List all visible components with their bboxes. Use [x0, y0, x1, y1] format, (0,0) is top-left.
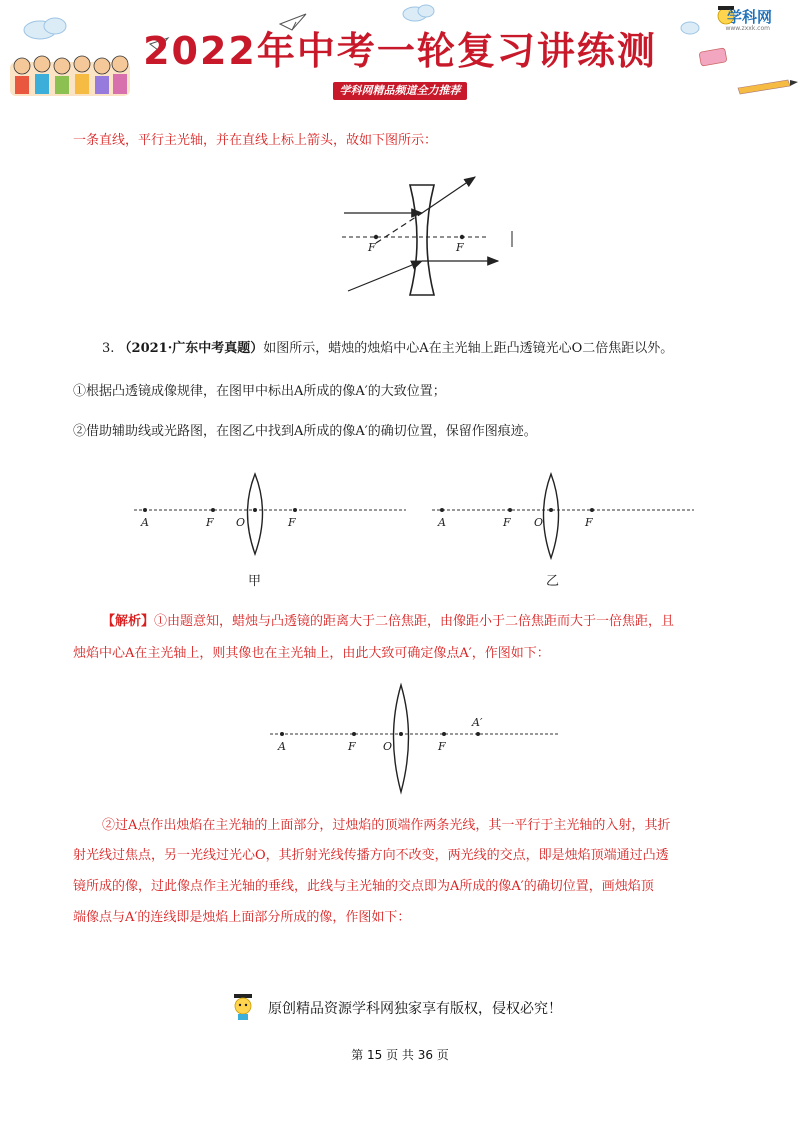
label-o: O	[534, 516, 544, 529]
label-a: A	[278, 740, 286, 753]
label-a: A	[438, 516, 446, 529]
focus-point	[460, 235, 464, 239]
header-banner: 学科网精品频道全力推荐	[333, 82, 467, 100]
page-title: 2022年中考一轮复习讲练测	[143, 29, 657, 73]
focus-point	[374, 235, 378, 239]
cloud-icon	[403, 5, 434, 21]
label-o: O	[383, 740, 393, 753]
page-number: 第 15 页 共 36 页	[351, 1048, 449, 1062]
question-part-1: ①根据凸透镜成像规律，在图甲中标出A所成的像A′的大致位置；	[73, 384, 446, 399]
analysis-p2-line4: 端像点与A′的连线即是烛焰上面部分所成的像，作图如下：	[73, 910, 411, 925]
convex-lens	[248, 474, 263, 554]
question-text: 如图所示，蜡烛的烛焰中心A在主光轴上距凸透镜光心O二倍焦距以外。	[263, 341, 674, 356]
concave-lens-figure	[330, 165, 520, 305]
analysis-p1-line2: 烛焰中心A在主光轴上，则其像也在主光轴上，由此大致可确定像点A′，作图如下：	[73, 646, 550, 661]
image-point	[476, 732, 480, 736]
convex-lens	[544, 474, 559, 558]
point-a	[440, 508, 444, 512]
kids-illustration-icon	[10, 56, 130, 96]
optical-center	[549, 508, 553, 512]
label-a: A	[141, 516, 149, 529]
focus-point	[293, 508, 297, 512]
convex-lens	[394, 685, 409, 792]
focus-label: F	[456, 241, 464, 254]
point-a	[280, 732, 284, 736]
cloud-icon	[24, 18, 66, 39]
focus-point	[508, 508, 512, 512]
focus-point	[352, 732, 356, 736]
focus-point	[442, 732, 446, 736]
label-o: O	[236, 516, 246, 529]
answer-figure-1	[266, 680, 566, 800]
question-source: （2021·广东中考真题）	[118, 341, 264, 356]
analysis-p2-line3: 镜所成的像，过此像点作主光轴的垂线，此线与主光轴的交点即为A所成的像A′的确切位置，画烛焰顶	[73, 879, 654, 894]
analysis-tag: 【解析】	[102, 614, 155, 629]
question-part-2: ②借助辅助线或光路图，在图乙中找到A所成的像A′的确切位置，保留作图痕迹。	[73, 424, 537, 439]
optical-center	[253, 508, 257, 512]
label-a-prime: A′	[472, 716, 483, 729]
analysis-p2-line2: 射光线过焦点，另一光线过光心O，其折射光线传播方向不改变，两光线的交点，即是烛焰顶端通过凸透	[73, 848, 669, 863]
figure-jia	[130, 472, 410, 592]
incident-ray	[348, 261, 422, 291]
refracted-ray	[422, 177, 475, 213]
focus-label: F	[348, 740, 356, 753]
focus-label: F	[288, 516, 296, 529]
analysis-p1-line1: 【解析】①由题意知，蜡烛与凸透镜的距离大于二倍焦距，由像距小于二倍焦距而大于一倍焦距，且	[102, 614, 675, 629]
site-logo-url: www.zxxk.com	[725, 25, 770, 32]
caption-jia: 甲	[248, 574, 262, 589]
copyright-note: 原创精品资源学科网独家享有版权，侵权必究！	[268, 1001, 562, 1017]
cloud-icon	[681, 22, 699, 34]
analysis-p2-line1: ②过A点作出烛焰在主光轴的上面部分，过烛焰的顶端作两条光线，其一平行于主光轴的入射，其折	[102, 818, 671, 833]
focus-label: F	[438, 740, 446, 753]
caption-yi: 乙	[546, 574, 560, 589]
site-logo: 学科网	[726, 8, 772, 26]
concave-lens	[410, 185, 434, 295]
focus-label: F	[206, 516, 214, 529]
figure-yi	[428, 472, 698, 592]
point-a	[143, 508, 147, 512]
intro-line: 一条直线，平行主光轴，并在直线上标上箭头，故如下图所示：	[73, 133, 438, 148]
focus-point	[590, 508, 594, 512]
eraser-icon	[699, 48, 727, 66]
optical-center	[399, 732, 403, 736]
page-header	[0, 0, 800, 112]
pencil-icon	[738, 80, 798, 94]
focus-point	[211, 508, 215, 512]
focus-label: F	[503, 516, 511, 529]
focus-label: F	[368, 241, 376, 254]
question-number: 3.	[102, 341, 115, 356]
question-stem	[102, 338, 673, 360]
focus-label: F	[585, 516, 593, 529]
